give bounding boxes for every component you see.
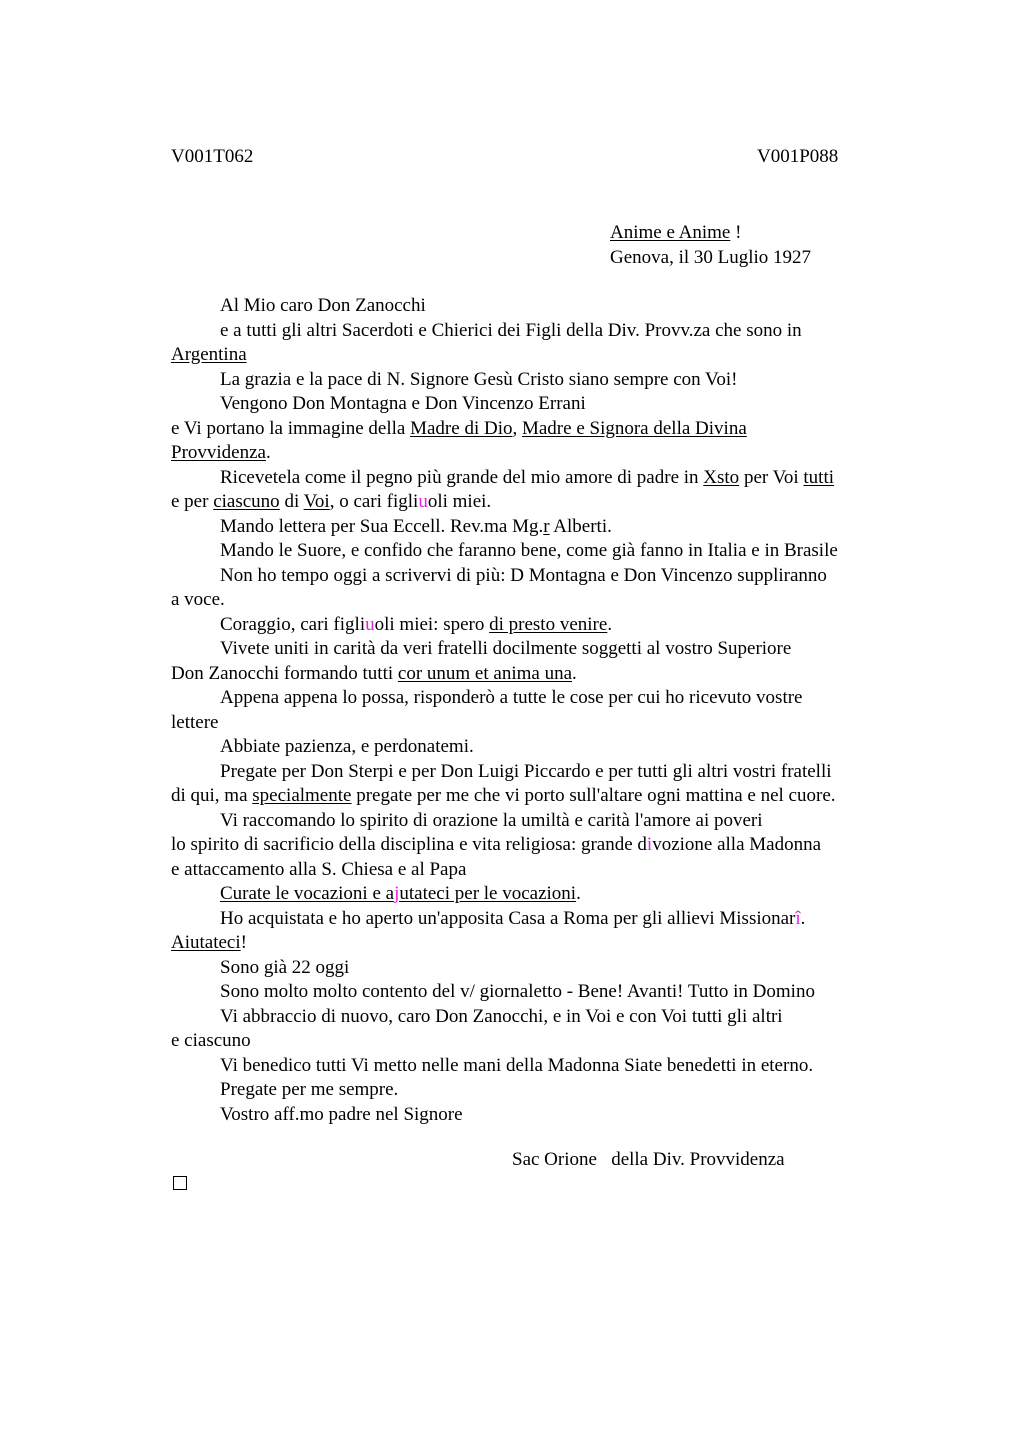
text-line: Vi abbraccio di nuovo, caro Don Zanocchi, e in Voi e con Voi tutti gli altri [220,1005,783,1027]
text-line: e attaccamento alla S. Chiesa e al Papa [171,858,467,880]
text-line: Abbiate pazienza, e perdonatemi. [220,736,474,757]
text-span: Don Zanocchi formando tutti [171,662,398,684]
text-line: Non ho tempo oggi a scrivervi di più: D Montagna e Don Vincenzo suppliranno [220,564,827,586]
underlined-text: tutti [803,466,835,488]
closing: Vostro aff.mo padre nel Signore [220,1103,463,1125]
text-line: Pregate per me sempre. [220,1079,399,1100]
text-span: , [512,417,522,439]
text-span: vozione alla Madonna [652,834,822,855]
salutation: Al Mio caro Don Zanocchi [220,295,426,316]
text-line: Sono già 22 oggi [220,956,350,978]
text-span: pregate per me che vi porto sull'altare ogni mattina e nel cuore. [351,785,836,806]
letter-heading [610,221,811,270]
text-line: Vi raccomando lo spirito di orazione la umiltà e carità l'amore ai poveri [220,809,763,831]
text-span: ! [240,932,247,953]
editorial-mark: i [646,834,653,855]
text-span: di [279,491,304,512]
underlined-text: Voi [303,491,330,512]
underlined-text: Madre di Dio [410,417,513,439]
editorial-mark: î [795,907,801,929]
text-line [171,907,911,932]
text-span: utateci per le vocazioni [399,883,577,904]
text-span: oli miei. [427,491,492,512]
signature: Sac Orione della Div. Provvidenza [512,1149,785,1170]
editorial-mark: u [365,613,375,635]
text-line: La grazia e la pace di N. Signore Gesù Cristo siano sempre con Voi! [220,368,738,390]
text-line: Mando le Suore, e confido che faranno bene, come già fanno in Italia e in Brasile [220,540,838,561]
underlined-text: specialmente [252,785,352,806]
text-span: oli miei: spero [374,613,490,635]
motto: Anime e Anime [610,222,731,243]
letter-body [171,294,911,1127]
editorial-mark: j [394,883,400,904]
text-span: . [607,613,613,635]
text-line [171,343,911,368]
text-line: Vi benedico tutti Vi metto nelle mani della Madonna Siate benedetti in eterno. [220,1054,814,1076]
underlined-text: Madre e Signora della Divina [521,417,747,439]
text-line [171,466,911,491]
empty-box-icon [173,1176,187,1190]
text-line: Pregate per Don Sterpi e per Don Luigi Piccardo e per tutti gli altri vostri fratelli [220,760,832,782]
text-line [171,833,911,858]
text-span: e Vi portano la immagine della [171,417,411,439]
text-span: e per [171,491,214,512]
text-span: Curate le vocazioni e a [220,883,395,904]
underlined-text: ciascuno [213,491,280,512]
underlined-text: di presto venire [489,613,608,635]
text-span: Ho acquistata e ho aperto un'apposita Casa a Roma per gli allievi Missionar [220,907,796,929]
text-span: di qui, ma [171,785,253,806]
underlined-text [220,883,576,904]
text-line [171,515,911,540]
text-line [171,662,911,687]
underlined-text: Provvidenza [171,442,266,463]
underlined-text: cor unum et anima una [397,662,572,684]
text-line: Appena appena lo possa, risponderò a tutte le cose per cui ho ricevuto vostre [220,687,803,708]
text-line [171,882,911,907]
text-line: a voce. [171,589,225,610]
text-line [171,784,911,809]
archive-ref-right: V001P088 [757,146,839,167]
text-line: lettere [171,711,219,733]
text-span: Alberti. [549,515,612,537]
text-line [171,417,911,442]
text-line [171,613,911,638]
underlined-text: Xsto [703,466,740,488]
text-line [171,931,911,956]
text-span: Coraggio, cari figli [220,613,366,635]
text-line: Sono molto molto contento del v/ giornaletto - Bene! Avanti! Tutto in Domino [220,981,815,1002]
text-span: , o cari figli [329,491,419,512]
text-span: . [572,662,577,684]
text-line: e a tutti gli altri Sacerdoti e Chierici dei Figli della Div. Provv.za che sono in [220,319,802,341]
text-line: Vivete uniti in carità da veri fratelli docilmente soggetti al vostro Superiore [220,638,792,659]
text-line [171,490,911,515]
archive-ref-left: V001T062 [171,146,254,167]
text-span: Mando lettera per Sua Eccell. Rev.ma Mg. [220,515,544,537]
text-span: Ricevetela come il pegno più grande del mio amore di padre in [220,466,704,488]
underlined-text: r [543,515,550,537]
text-span: . [800,907,806,929]
motto-line [610,221,811,246]
editorial-mark: u [418,491,428,512]
place-date: Genova, il 30 Luglio 1927 [610,246,812,268]
underlined-text: Aiutateci [171,932,241,953]
text-line [171,441,911,466]
text-span: per Voi [739,466,804,488]
text-span: lo spirito di sacrificio della disciplina e vita religiosa: grande d [171,834,647,855]
text-line: e ciascuno [171,1030,251,1051]
text-span: . [576,883,581,904]
text-span: . [265,442,271,463]
underlined-text: Argentina [171,344,247,365]
motto-suffix: ! [730,222,742,243]
text-line: Vengono Don Montagna e Don Vincenzo Errani [220,393,586,414]
